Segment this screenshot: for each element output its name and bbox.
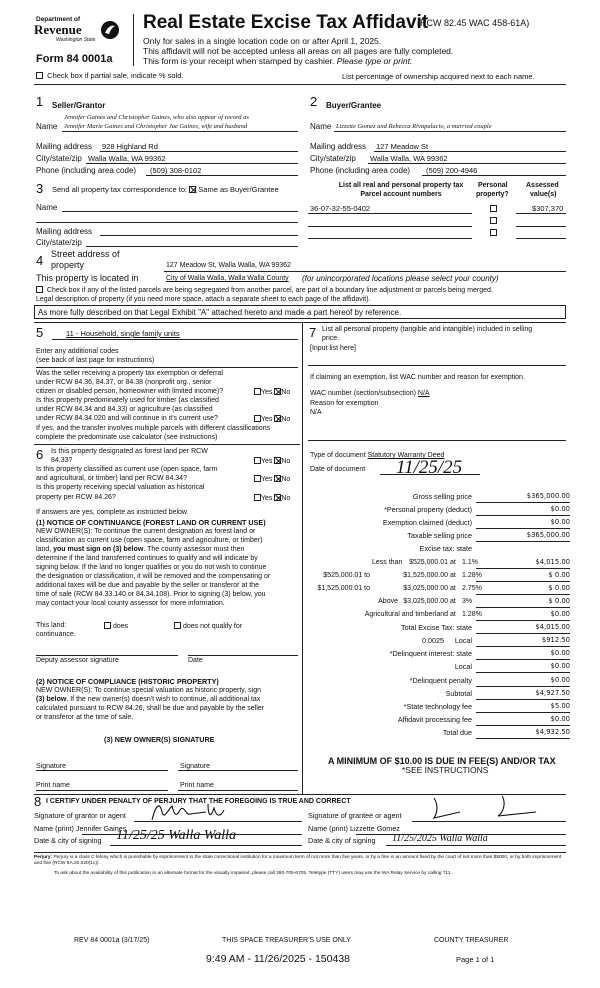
s5-q3-line1: If yes, and the transfer involves multiple parcels with different classifications	[36, 425, 271, 432]
seller-heading: Seller/Grantor	[52, 101, 106, 110]
grantee-date-label: Date & city of signing	[308, 836, 376, 845]
revision: REV 84 0001a (3/17/25)	[74, 937, 150, 944]
buyer-name-value[interactable]: Lizzette Gomez and Rebecca Rivapalacio, a married couple	[336, 123, 492, 130]
tax-label: Gross selling price	[412, 492, 472, 501]
accessibility-note: To ask about the availability of this publication in an alternate format for the visually impaired, please call 360-705-6705. Teletype (TTY) users may use the WA Relay Service by calling 711.	[54, 871, 452, 876]
does-not-option[interactable]: does not qualify for	[174, 622, 242, 631]
same-as-buyer-checkbox[interactable]	[189, 186, 196, 193]
buyer-mail-value[interactable]: 127 Meadow St	[376, 142, 429, 151]
treasurer-use: THIS SPACE TREASURER'S USE ONLY	[222, 937, 351, 944]
tax-label: Exemption claimed (deduct)	[382, 518, 472, 527]
owner-signature-label-2: Signature	[180, 763, 210, 770]
tier-amount: $1,525,000.00	[403, 572, 448, 579]
grantor-name: Name (print) Jennifer Gaines	[34, 824, 127, 833]
s5-q1-line3: citizen or disabled person, homeowner with limited income)?	[36, 388, 224, 395]
parcel-col1-b: Parcel account numbers	[360, 191, 442, 198]
dept-line3: Washington State	[56, 37, 96, 43]
buyer-heading: Buyer/Grantee	[326, 101, 382, 110]
total-due-value[interactable]: $4,932.50	[535, 728, 570, 736]
grantee-signature[interactable]	[424, 794, 564, 822]
seller-name-line2[interactable]: Jennifer Marie Gaines and Christopher Jae Gaines, wife and husband	[64, 123, 248, 130]
tier-pct: 1.1%	[462, 559, 478, 566]
s6-q2-yes[interactable]	[254, 475, 261, 482]
tax-value[interactable]: $0.00	[550, 518, 570, 526]
dor-logo	[36, 14, 126, 54]
total-label: *Delinquent penalty	[409, 676, 472, 685]
total-due-label: Total due	[442, 728, 472, 737]
total-value[interactable]: $0.00	[550, 676, 570, 684]
total-value[interactable]: $0.00	[550, 715, 570, 723]
parcel-col1-a: List all real and personal property tax	[338, 182, 464, 189]
s5-q2-no[interactable]	[274, 415, 281, 422]
grantee-name: Name (print) Lizzette Gomez	[308, 824, 400, 833]
dor-logo-icon	[100, 20, 120, 40]
wac-value[interactable]: N/A	[417, 390, 430, 397]
s3-city-label: City/state/zip	[36, 238, 82, 247]
street-label-2: property	[51, 260, 85, 270]
owner-print-label-2: Print name	[180, 782, 214, 789]
section-5-number: 5	[36, 325, 44, 340]
s7-line2: price.	[322, 335, 340, 342]
parcel-number[interactable]: 36-07-32-55-0402	[310, 204, 371, 213]
section-1-number: 1	[36, 94, 44, 109]
form-number: Form 84 0001a	[36, 53, 113, 65]
notice2-line3: calculated pursuant to RCW 84.26, shall be due and payable by the seller	[36, 705, 265, 712]
use-code[interactable]: 11 - Household, single family units	[66, 329, 180, 338]
tax-value[interactable]: $0.00	[550, 505, 570, 513]
column-divider	[302, 322, 303, 794]
tier-pre: $525,000.01 to	[323, 572, 370, 579]
total-label: Local	[454, 636, 472, 645]
local-rate: 0.0025	[422, 636, 444, 645]
total-label: Subtotal	[445, 689, 472, 698]
s6-q3-line2: property per RCW 84.26?	[36, 494, 116, 501]
s6-q2-options[interactable]: Yes No	[254, 475, 290, 484]
additional-codes-note: (see back of last page for instructions)	[36, 357, 155, 364]
header-line2: This affidavit will not be accepted unless all areas on all pages are fully completed.	[143, 46, 454, 56]
located-value[interactable]: City of Walla Walla, Walla Walla County	[166, 275, 289, 282]
if-yes-note: If answers are yes, complete as instructed below.	[36, 509, 189, 516]
s3-name-label: Name	[36, 203, 58, 212]
seller-name-line1: Jennifer Gaines and Christopher Gaines, who also appear of record as	[64, 114, 249, 121]
s5-q2-yes[interactable]	[254, 415, 261, 422]
notice1-line7: additional taxes will be due and payable by the seller or transferor at the	[36, 582, 259, 589]
grantee-name-value[interactable]: Lizzette Gomez	[349, 824, 400, 833]
s6-q2-line1: Is this property classified as current use (open space, farm	[36, 466, 218, 473]
header-divider	[133, 14, 134, 66]
tier-at: at	[450, 598, 456, 605]
legal-description-label: Legal description of property (if you need more space, attach a separate sheet to each page of the affidavit).	[36, 296, 371, 303]
cashier-stamp: 9:49 AM - 11/26/2025 - 150438	[206, 953, 350, 965]
this-land-label: This land:	[36, 622, 67, 629]
s5-q3-line2: complete the predominate use calculator (see instructions)	[36, 434, 218, 441]
section-2-number: 2	[310, 94, 318, 109]
s6-q2-line2: and agricultural, or timber) land per RCW 84.34?	[36, 475, 187, 482]
pct-ownership: List percentage of ownership acquired next to each name.	[342, 72, 535, 81]
grantor-name-value[interactable]: Jennifer Gaines	[75, 824, 127, 833]
segregation-checkbox[interactable]	[36, 286, 43, 293]
seller-phone-label: Phone (including area code)	[36, 166, 137, 175]
total-label: *State technology fee	[403, 702, 472, 711]
seller-city-value[interactable]: Walla Walla, WA 99362	[88, 154, 166, 163]
does-not-checkbox[interactable]	[174, 622, 181, 629]
tier-mid: Less than	[372, 559, 403, 566]
document-date-value[interactable]: 11/25/25	[396, 457, 463, 478]
personal-property-checkbox-3[interactable]	[490, 229, 497, 236]
grantee-date-value[interactable]: 11/25/2025 Walla Walla	[392, 833, 488, 844]
seller-name-label: Name	[36, 122, 58, 131]
buyer-phone-value[interactable]: (509) 200-4946	[426, 166, 478, 175]
notice2-line2: (3) below. If the new owner(s) doesn't wish to continue, all additional tax	[36, 696, 261, 703]
notice1-line2: classification as current use (open space, farm and agriculture, or timber)	[36, 537, 263, 544]
notice1-heading: (1) NOTICE OF CONTINUANCE (FOREST LAND OR CURRENT USE)	[36, 518, 266, 527]
rcw-ref: (RCW 82.45 WAC 458-61A)	[417, 18, 530, 28]
s6-q1-line1: Is this property designated as forest land per RCW	[51, 448, 208, 455]
section-6-number: 6	[36, 447, 44, 462]
additional-codes: Enter any additional codes	[36, 348, 119, 355]
dept-line1: Department of	[36, 16, 81, 23]
section-4-number: 4	[36, 253, 44, 268]
wac-number: WAC number (section/subsection) N/A	[310, 390, 430, 397]
exemption-label: If claiming an exemption, list WAC number and reason for exemption.	[310, 374, 525, 381]
notice1-line9: may contact your local county assessor for more information.	[36, 600, 225, 607]
personal-property-input[interactable]: [Input list here]	[310, 345, 356, 352]
tier-pct: 1.28%	[462, 611, 482, 618]
unincorporated-note: (for unincorporated locations please select your county)	[302, 274, 499, 283]
tier-at: at	[450, 559, 456, 566]
total-value[interactable]: $4,927.50	[535, 689, 570, 697]
s6-q1-options[interactable]: Yes No	[254, 457, 290, 466]
parcel-col2-a: Personal	[478, 182, 508, 189]
tier-value[interactable]: $ 0.00	[548, 597, 570, 605]
notice2-line4: or transferor at the time of sale.	[36, 714, 134, 721]
total-value[interactable]: $5.00	[550, 702, 570, 710]
grantor-date-value[interactable]: 11/25/25 Walla Walla	[116, 828, 237, 843]
s5-q2-line2: under RCW 84.34 and 84.33) or agriculture (as classified	[36, 406, 213, 413]
s5-q2-options[interactable]: Yes No	[254, 415, 290, 424]
notice2-line1: NEW OWNER(S): To continue special valuation as historic property, sign	[36, 687, 261, 694]
tax-label: Excise tax: state	[419, 544, 472, 553]
buyer-city-value[interactable]: Walla Walla, WA 99362	[370, 154, 448, 163]
notice1-line8: time of sale (RCW 84.33.140 or 84.34.108). Prior to signing (3) below, you	[36, 591, 266, 598]
seller-mail-label: Mailing address	[36, 142, 93, 151]
rule	[34, 84, 566, 85]
tier-amount: Agricultural and timberland	[364, 611, 448, 618]
notice1-line1: NEW OWNER(S): To continue the current designation as forest land or	[36, 528, 256, 535]
seller-phone-value[interactable]: (509) 308-0102	[150, 166, 202, 175]
seller-mail-value[interactable]: 928 Highland Rd	[102, 142, 158, 151]
assessed-value[interactable]: $307,370	[532, 204, 564, 213]
buyer-name-label: Name	[310, 122, 332, 131]
tier-at: at	[450, 572, 456, 579]
tier-value[interactable]: $ 0.00	[548, 571, 570, 579]
buyer-phone-label: Phone (including area code)	[310, 166, 411, 175]
reason-label: Reason for exemption	[310, 400, 379, 407]
notice3-heading: (3) NEW OWNER(S) SIGNATURE	[104, 735, 215, 744]
tax-label: Taxable selling price	[407, 531, 472, 540]
dept-line2: Revenue	[34, 22, 82, 37]
tier-pct: 3%	[462, 598, 473, 605]
s6-q3-no[interactable]	[274, 494, 281, 501]
parcel-col2-b: property?	[476, 191, 509, 198]
tax-table	[306, 493, 570, 745]
total-label: Affidavit processing fee	[397, 715, 472, 724]
tier-amount: $525,000.01	[409, 559, 448, 566]
tax-value[interactable]: $365,000.00	[526, 531, 570, 539]
s3-mail-label: Mailing address	[36, 227, 93, 236]
notice2-heading: (2) NOTICE OF COMPLIANCE (HISTORIC PROPERTY)	[36, 677, 219, 686]
seller-city-label: City/state/zip	[36, 154, 82, 163]
tier-value[interactable]: $ 0.00	[548, 584, 570, 592]
notice1-line4: determine if the land transferred continues to qualify and will indicate by	[36, 555, 258, 562]
tier-amount: $3,025,000.00	[403, 585, 448, 592]
notice1-line5: signing below. If the land no longer qualifies or you do not wish to continue	[36, 564, 267, 571]
minimum-notice: A MINIMUM OF $10.00 IS DUE IN FEE(S) AND/OR TAX	[328, 756, 556, 766]
buyer-mail-label: Mailing address	[310, 142, 367, 151]
s6-q1-yes[interactable]	[254, 457, 261, 464]
grantor-date-label: Date & city of signing	[34, 836, 102, 845]
grantor-signature-label: Signature of grantor or agent	[34, 811, 126, 820]
tier-pct: 1.28%	[462, 572, 482, 579]
total-value[interactable]: $0.00	[550, 649, 570, 657]
correspondence: Send all property tax correspondence to: Same as Buyer/Grantee	[52, 185, 279, 194]
s6-q3-line1: Is this property receiving special valuation as historical	[36, 484, 205, 491]
deputy-signature-label: Deputy assessor signature	[36, 657, 119, 664]
tier-pre: $1,525,000.01 to	[317, 585, 370, 592]
partial-sale-checkbox[interactable]	[36, 72, 43, 79]
section-7-number: 7	[309, 325, 317, 340]
street-value[interactable]: 127 Meadow St, Walla Walla, WA 99362	[166, 262, 291, 269]
does-option[interactable]: does	[104, 622, 128, 631]
tier-at: at	[450, 611, 456, 618]
tier-value[interactable]: $4,015.00	[535, 558, 570, 566]
s5-q1-options[interactable]: Yes No	[254, 388, 290, 397]
certify-statement: I CERTIFY UNDER PENALTY OF PERJURY THAT THE FOREGOING IS TRUE AND CORRECT	[46, 798, 351, 805]
s6-q2-no[interactable]	[274, 475, 281, 482]
s6-q3-yes[interactable]	[254, 494, 261, 501]
buyer-city-label: City/state/zip	[310, 154, 356, 163]
tax-label: *Personal property (deduct)	[384, 505, 472, 514]
legal-description-value[interactable]: As more fully described on that Legal Exhibit "A" attached hereto and made a part hereof by reference.	[34, 305, 566, 319]
see-instructions: *SEE INSTRUCTIONS	[402, 765, 489, 775]
total-label: Total Excise Tax: state	[401, 623, 472, 632]
partial-sale[interactable]: Check box if partial sale, indicate % sold.	[36, 72, 184, 81]
deputy-date-label: Date	[188, 657, 203, 664]
county-treasurer: COUNTY TREASURER	[434, 937, 509, 944]
section-8-number: 8	[34, 794, 42, 809]
perjury-notice: Perjury: Perjury is a class C felony which is punishable by imprisonment in the state correctional institution for a maximum term of not more than five years, or by a fine in an amount fixed by the court of not more than $5000, or by both imprisonment and fine (RCW 9A.20.020(1c)).	[34, 855, 562, 866]
s5-q2-line1: Is this property predominately used for timber (as classified	[36, 397, 219, 404]
parcel-col3-a: Assessed	[526, 182, 559, 189]
reason-value[interactable]: N/A	[310, 409, 322, 416]
header-line3: This form is your receipt when stamped by cashier. Please type or print.	[143, 56, 413, 66]
does-checkbox[interactable]	[104, 622, 111, 629]
s6-q1-no[interactable]	[274, 457, 281, 464]
total-value[interactable]: $912.50	[541, 636, 570, 644]
document-type: Type of document Statutory Warranty Deed	[310, 452, 445, 459]
segregation-check[interactable]: Check box if any of the listed parcels are being segregated from another parcel, are part of a boundary line adjustment or parcels being merged.	[36, 286, 493, 295]
section-3-number: 3	[36, 181, 44, 196]
tier-value[interactable]: $0.00	[550, 610, 570, 618]
document-date-label: Date of document	[310, 466, 366, 473]
tier-at: at	[450, 585, 456, 592]
owner-print-label-1: Print name	[36, 782, 70, 789]
personal-property-checkbox-1[interactable]	[490, 205, 497, 212]
personal-property-checkbox-2[interactable]	[490, 217, 497, 224]
owner-signature-label-1: Signature	[36, 763, 66, 770]
parcel-col3-b: value(s)	[530, 191, 557, 198]
notice1-line3: land, you must sign on (3) below. The county assessor must then	[36, 546, 245, 553]
continuance-label: continuance.	[36, 631, 76, 638]
tax-value[interactable]: $365,000.00	[526, 492, 570, 500]
form-title: Real Estate Excise Tax Affidavit	[143, 12, 429, 33]
s7-line1: List all personal property (tangible and intangible) included in selling	[322, 326, 533, 333]
s6-q3-options[interactable]: Yes No	[254, 494, 290, 503]
total-label: Local	[454, 662, 472, 671]
located-label: This property is located in	[36, 273, 139, 283]
doc-type-value[interactable]: Statutory Warranty Deed	[367, 452, 445, 459]
street-label-1: Street address of	[51, 249, 120, 259]
s6-q1-line2: 84.33?	[51, 457, 73, 464]
tier-pct: 2.75%	[462, 585, 482, 592]
total-value[interactable]: $0.00	[550, 662, 570, 670]
s5-q1-line2: under RCW 84.36, 84.37, or 84.38 (nonprofit org., senior	[36, 379, 212, 386]
total-value[interactable]: $4,015.00	[535, 623, 570, 631]
grantee-signature-label: Signature of grantee or agent	[308, 811, 402, 820]
header-line1: Only for sales in a single location code on or after April 1, 2025.	[143, 36, 382, 46]
s5-q1-yes[interactable]	[254, 388, 261, 395]
s5-q1-no[interactable]	[274, 388, 281, 395]
total-label: *Delinquent interest: state	[389, 649, 472, 658]
s5-q2-line3: under RCW 84.34.020 and will continue in it's current use?	[36, 415, 218, 422]
page-number: Page 1 of 1	[456, 955, 495, 964]
tier-amount: $3,025,000.00	[403, 598, 448, 605]
s5-q1-line1: Was the seller receiving a property tax exemption or deferral	[36, 370, 223, 377]
notice1-line6: the designation or classification, it will be removed and the compensating or	[36, 573, 271, 580]
tier-mid: Above	[378, 598, 398, 605]
